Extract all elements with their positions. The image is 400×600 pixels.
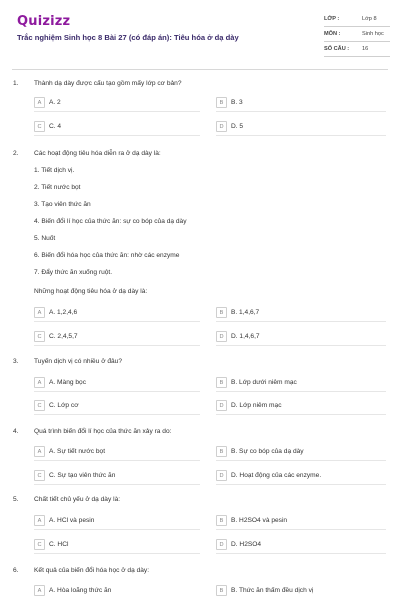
option-text: B. Sự co bóp của dạ dày <box>231 447 304 455</box>
option-text: A. 2 <box>49 98 61 106</box>
divider <box>216 345 386 346</box>
option-text: A. Màng bọc <box>49 378 87 386</box>
question-text: Quá trình biến đổi lí học của thức ăn xảy ra do: <box>34 428 172 435</box>
divider <box>34 460 200 461</box>
option-text: B. 1,4,6,7 <box>231 308 260 316</box>
meta-label: MÔN : <box>324 31 341 37</box>
meta-value: 16 <box>362 46 369 52</box>
statement-4: 4. Biến đổi lí học của thức ăn: sự co bóp của dạ dày <box>34 218 187 225</box>
option-text: D. H2SO4 <box>231 540 262 548</box>
page-title: Trắc nghiệm Sinh học 8 Bài 27 (có đáp án): Tiêu hóa ở dạ dày <box>17 33 239 42</box>
question-number: 5. <box>13 496 19 503</box>
statement-2: 2. Tiết nước bọt <box>34 184 81 191</box>
option-letter: B <box>216 585 227 596</box>
divider <box>34 345 200 346</box>
divider <box>216 111 386 112</box>
divider <box>216 414 386 415</box>
option-text: B. 3 <box>231 98 243 106</box>
option-letter: B <box>216 307 227 318</box>
divider <box>34 484 200 485</box>
option-text: D. Lớp niêm mạc <box>231 401 282 409</box>
option-text: A. 1,2,4,6 <box>49 308 78 316</box>
divider <box>34 553 200 554</box>
option-letter: A <box>34 446 45 457</box>
option-letter: A <box>34 585 45 596</box>
option-text: A. Sự tiết nước bọt <box>49 447 106 455</box>
option-text: B. Lớp dưới niêm mạc <box>231 378 297 386</box>
option-text: B. Thức ăn thấm đều dịch vị <box>231 586 314 594</box>
option-letter: A <box>34 377 45 388</box>
question-number: 6. <box>13 567 19 574</box>
option-text: D. Hoạt động của các enzyme. <box>231 471 322 479</box>
question-number: 4. <box>13 428 19 435</box>
question-text: Các hoạt động tiêu hóa diễn ra ở dạ dày là: <box>34 150 161 157</box>
question-text: Tuyến dịch vị có nhiều ở đâu? <box>34 358 123 365</box>
option-text: C. Lớp cơ <box>49 401 79 409</box>
divider <box>216 460 386 461</box>
divider <box>216 484 386 485</box>
statement-6: 6. Biến đổi hóa học của thức ăn: nhờ các enzyme <box>34 252 180 259</box>
question-text: Chất tiết chủ yếu ở dạ dày là: <box>34 496 121 503</box>
divider <box>34 391 200 392</box>
option-letter: B <box>216 377 227 388</box>
option-text: D. 1,4,6,7 <box>231 332 260 340</box>
statement-1: 1. Tiết dịch vị. <box>34 167 75 174</box>
divider <box>216 321 386 322</box>
question-text: Thành dạ dày được cấu tạo gồm mấy lớp cơ bản? <box>34 80 182 87</box>
option-text: C. 2,4,5,7 <box>49 332 78 340</box>
question-number: 2. <box>13 150 19 157</box>
divider <box>324 41 390 42</box>
meta-label: SỐ CÂU : <box>324 46 350 52</box>
option-letter: D <box>216 539 227 550</box>
quizizz-logo: Quizizz <box>17 14 71 29</box>
option-letter: C <box>34 121 45 132</box>
divider <box>216 529 386 530</box>
option-letter: C <box>34 400 45 411</box>
question-text: Kết quả của biến đổi hóa học ở dạ dày: <box>34 567 150 574</box>
option-text: A. Hòa loãng thức ăn <box>49 586 112 594</box>
worksheet-header <box>0 0 400 70</box>
divider <box>34 529 200 530</box>
divider <box>216 135 386 136</box>
option-text: C. HCl <box>49 540 69 548</box>
option-letter: B <box>216 97 227 108</box>
divider <box>34 135 200 136</box>
question-number: 1. <box>13 80 19 87</box>
option-letter: C <box>34 539 45 550</box>
option-text: C. Sự tạo viên thức ăn <box>49 471 116 479</box>
meta-label: LỚP : <box>324 16 340 22</box>
option-letter: C <box>34 331 45 342</box>
option-letter: A <box>34 515 45 526</box>
option-letter: D <box>216 400 227 411</box>
option-text: A. HCl và pesin <box>49 516 95 524</box>
question-subtext: Những hoạt động tiêu hóa ở dạ dày là: <box>34 288 148 295</box>
option-letter: D <box>216 470 227 481</box>
statement-3: 3. Tạo viên thức ăn <box>34 201 91 208</box>
statement-7: 7. Đẩy thức ăn xuống ruột. <box>34 269 113 276</box>
divider <box>324 56 390 57</box>
statement-5: 5. Nuốt <box>34 235 56 242</box>
question-number: 3. <box>13 358 19 365</box>
option-letter: D <box>216 121 227 132</box>
option-text: C. 4 <box>49 122 62 130</box>
divider <box>34 111 200 112</box>
divider <box>324 26 390 27</box>
option-letter: C <box>34 470 45 481</box>
option-text: B. H2SO4 và pesin <box>231 516 288 524</box>
option-text: D. 5 <box>231 122 244 130</box>
option-letter: D <box>216 331 227 342</box>
divider <box>34 321 200 322</box>
option-letter: A <box>34 97 45 108</box>
option-letter: B <box>216 515 227 526</box>
meta-value: Sinh học <box>362 31 384 37</box>
divider <box>216 391 386 392</box>
meta-value: Lớp 8 <box>362 16 377 22</box>
option-letter: B <box>216 446 227 457</box>
header-divider <box>12 69 388 70</box>
option-letter: A <box>34 307 45 318</box>
divider <box>216 553 386 554</box>
divider <box>34 414 200 415</box>
